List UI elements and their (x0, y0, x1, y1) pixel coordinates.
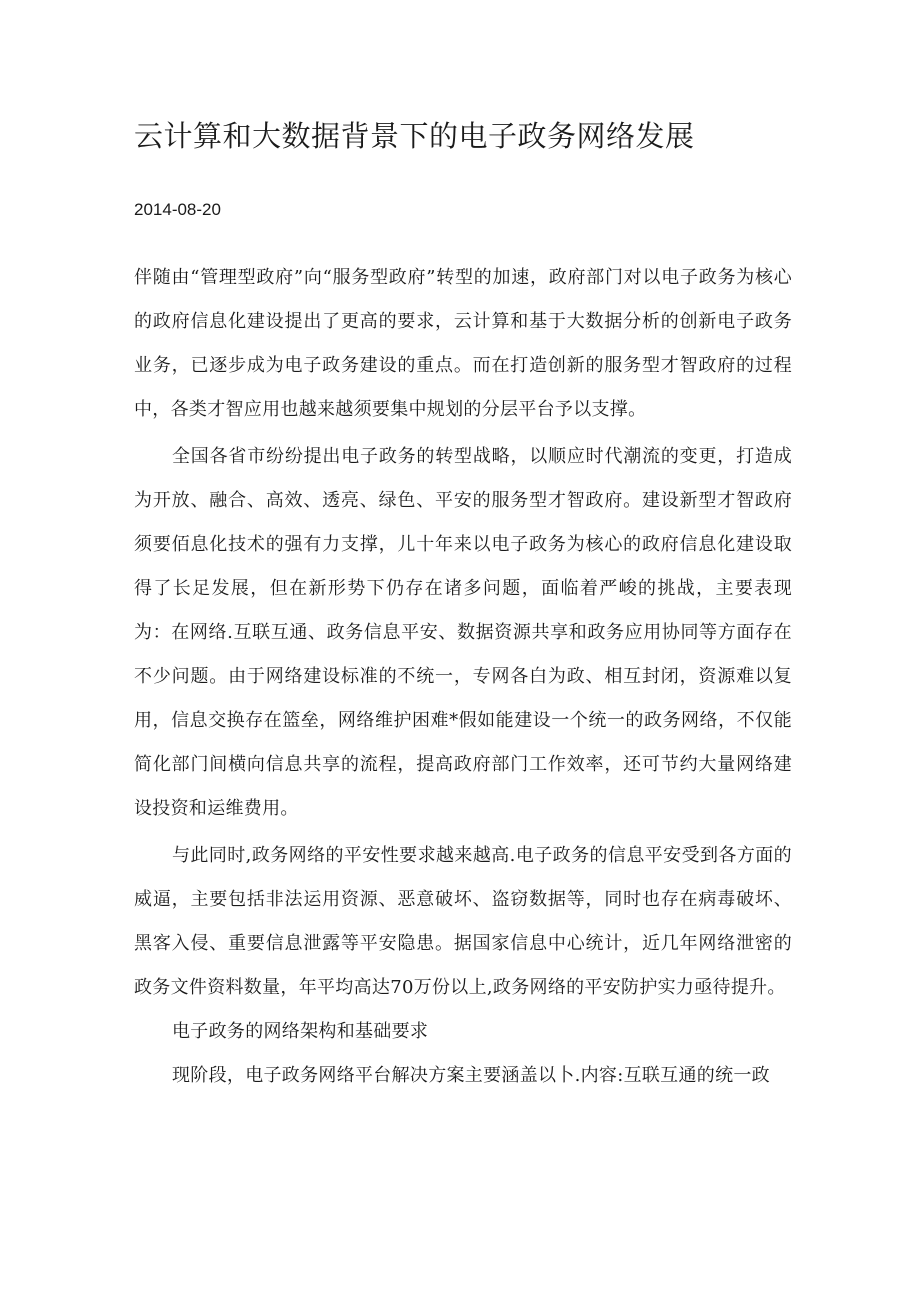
paragraph: 现阶段，电子政务网络平台解决方案主要涵盖以卜.内容:互联互通的统一政 (172, 1065, 770, 1086)
paragraph: 伴随由“管理型政府”向“服务型政府”转型的加速，政府部门对以电子政务为核心的政府信息化建设提出了更高的要求，云计算和基于大数据分析的创新电子政务业务，已逐步成为电子政务建设的重点。而在打造创新的服务型才智政府的过程中，各类才智应用也越来越须要集中规划的分层平台予以支撑。 (134, 267, 792, 420)
paragraph: 与此同时,政务网络的平安性要求越来越高.电子政务的信息平安受到各方面的威逼，主要包括非法运用资源、恶意破坏、盗窃数据等，同时也存在病毒破坏、黑客入侵、重要信息泄露等平安隐患。据国家信息中心统计，近几年网络泄密的政务文件资料数量，年平均高达70万份以上,政务网络的平安防护实力亟待提升。 (134, 845, 792, 998)
publish-date: 2014-08-20 (134, 200, 221, 219)
page-title: 云计算和大数据背景下的电子政务网络发展 (134, 119, 695, 153)
paragraph: 全国各省市纷纷提出电子政务的转型战略，以顺应时代潮流的变更，打造成为开放、融合、高效、透亮、绿色、平安的服务型才智政府。建设新型才智政府须要佰息化技术的强有力支撑，儿十年来以电子政务为核心的政府信息化建设取得了长足发展，但在新形势下仍存在诸多问题，面临着严峻的挑战，主要表现为：在网络.互联互通、政务信息平安、数据资源共享和政务应用协同等方面存在不少问题。由于网络建设标准的不统一，专网各白为政、相互封闭，资源难以复用，信息交换存在篮垒，网络维护困难*假如能建设一个统一的政务网络，不仅能简化部门间横向信息共享的流程，提高政府部门工作效率，还可节约大量网络建设投资和运维费用。 (134, 446, 792, 819)
article-body (134, 256, 792, 1098)
section-heading: 电子政务的网络架构和基础要求 (172, 1021, 429, 1042)
